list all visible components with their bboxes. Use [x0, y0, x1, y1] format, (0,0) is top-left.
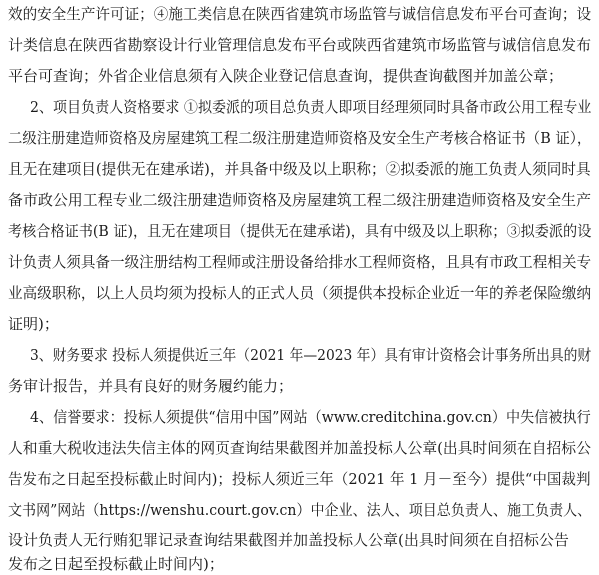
paragraph-line: 计类信息在陕西省勘察设计行业管理信息发布平台或陕西省建筑市场监管与诚信信息发布: [8, 36, 592, 54]
paragraph-line: 文书网”网站（https://wenshu.court.gov.cn）中企业、法人、项目总负责人、施工负责人、: [8, 501, 592, 519]
paragraph-line: 计负责人须具备一级注册结构工程师或注册设备给排水工程师资格，且具有市政工程相关专: [8, 253, 592, 271]
paragraph-line: 且无在建项目(提供无在建承诺)，并具备中级及以上职称；②拟委派的施工负责人须同时具: [8, 160, 591, 178]
paragraph-line: 证明)；: [8, 315, 59, 333]
paragraph-line: 设计负责人无行贿犯罪记录查询结果截图并加盖投标人公章(出具时间须在自招标公告: [8, 531, 569, 549]
paragraph-line: 业高级职称，以上人员均须为投标人的正式人员（须提供本投标企业近一年的养老保险缴纳: [8, 284, 592, 302]
paragraph-line: 平台可查询；外省企业信息须有入陕企业登记信息查询，提供查询截图并加盖公章；: [8, 67, 564, 85]
paragraph-line: 3、财务要求 投标人须提供近三年（2021 年—2023 年）具有审计资格会计事务所出具的财: [30, 346, 592, 364]
paragraph-line: 发布之日起至投标截止时间内)；: [8, 555, 224, 573]
paragraph-line: 效的安全生产许可证；④施工类信息在陕西省建筑市场监管与诚信信息发布平台可查询；设: [8, 5, 592, 23]
paragraph-line: 考核合格证书(B 证)，且无在建项目（提供无在建承诺)，具有中级及以上职称；③拟委派的设: [8, 222, 592, 240]
paragraph-line: 人和重大税收违法失信主体的网页查询结果截图并加盖投标人公章(出具时间须在自招标公: [8, 439, 591, 457]
paragraph-line: 务审计报告，并具有良好的财务履约能力；: [8, 377, 294, 395]
paragraph-line: 备市政公用工程专业二级注册建造师资格及房屋建筑工程二级注册建造师资格及安全生产: [8, 191, 592, 209]
paragraph-line: 4、信誉要求：投标人须提供“信用中国”网站（www.creditchina.gov.cn）中失信被执行: [30, 408, 591, 426]
paragraph-line: 二级注册建造师资格及房屋建筑工程二级注册建造师资格及安全生产考核合格证书（B 证），: [8, 129, 592, 147]
paragraph-line: 告发布之日起至投标截止时间内)；投标人须近三年（2021 年 1 月－至今）提供“中国裁判: [8, 470, 591, 488]
paragraph-line: 2、项目负责人资格要求 ①拟委派的项目总负责人即项目经理须同时具备市政公用工程专业: [30, 98, 592, 116]
